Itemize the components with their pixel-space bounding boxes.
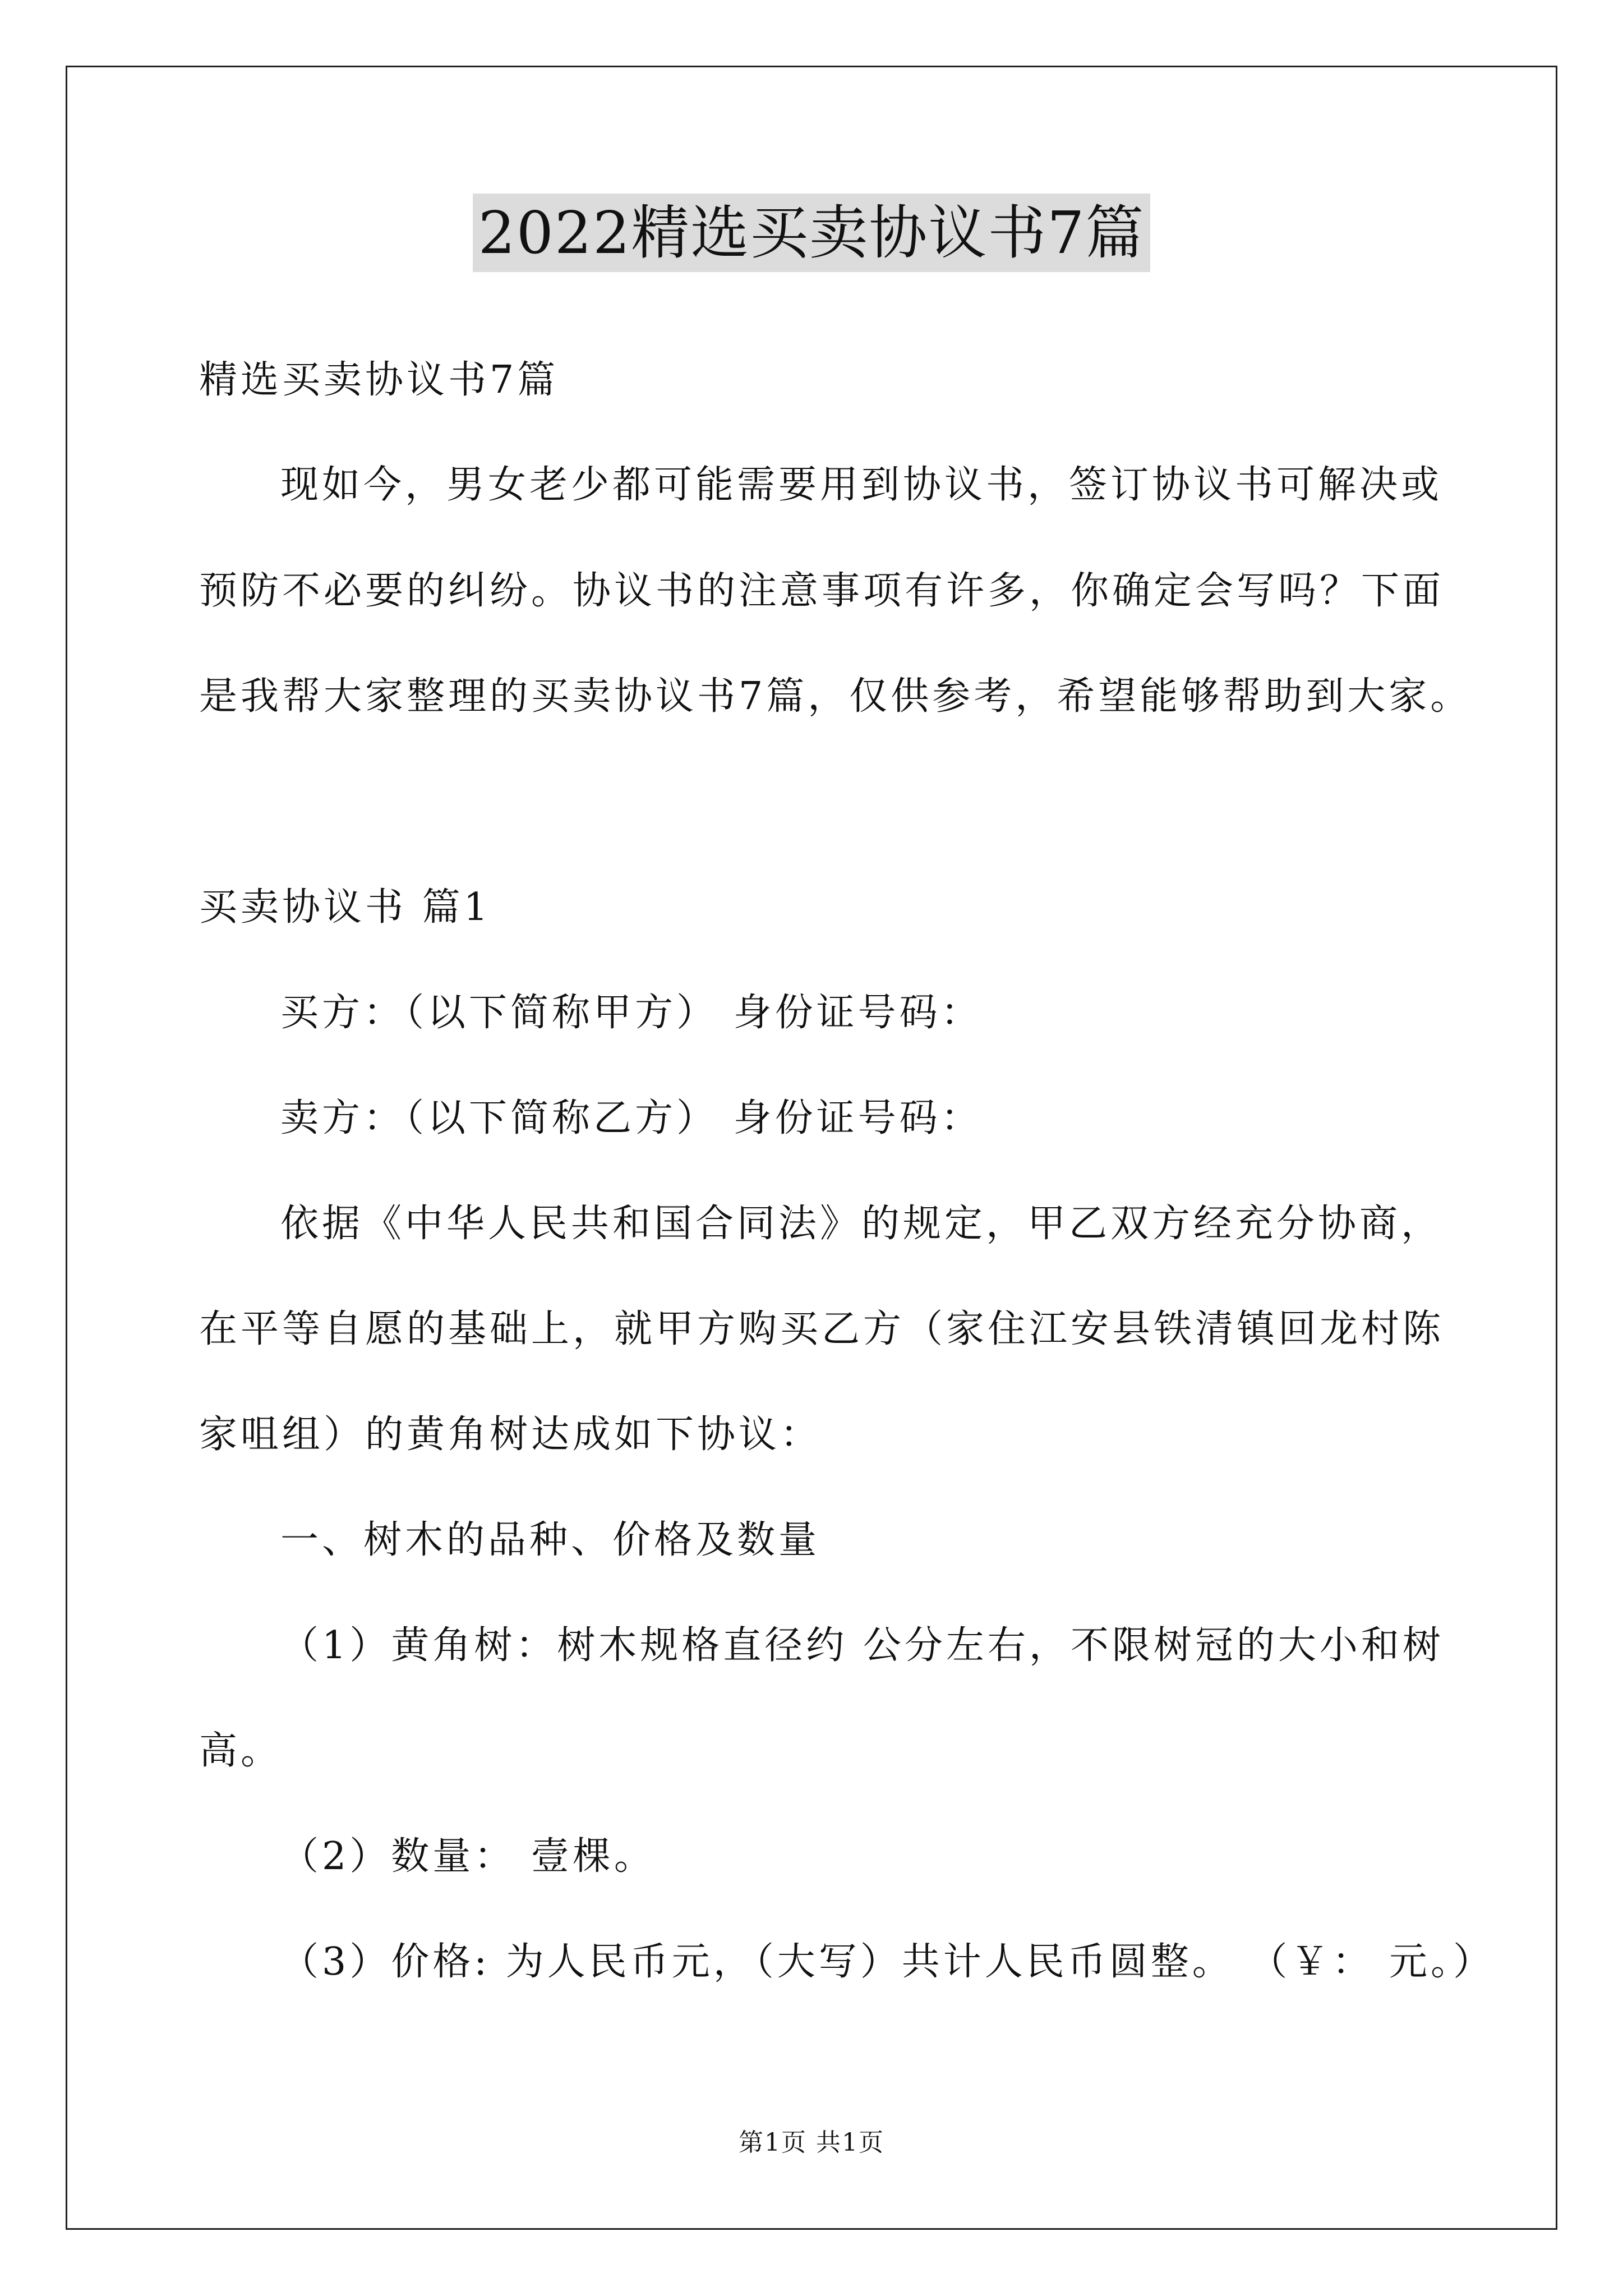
paragraph-line: （3）价格: 为人民币元，（大写）共计人民币圆整。 （￥： 元。）	[280, 1940, 1495, 1984]
paragraph-line: 买方：（以下简称甲方） 身份证号码：	[280, 991, 983, 1035]
paragraph-line: 是我帮大家整理的买卖协议书7篇，仅供参考，希望能够帮助到大家。	[199, 674, 1472, 719]
paragraph-line: 卖方：（以下简称乙方） 身份证号码：	[280, 1096, 983, 1140]
paragraph-line: （2）数量： 壹棵。	[280, 1834, 656, 1879]
paragraph-line: 家咀组）的黄角树达成如下协议：	[199, 1412, 822, 1457]
paragraph-line: 依据《中华人民共和国合同法》的规定，甲乙双方经充分协商，	[280, 1202, 1443, 1246]
section-heading: 买卖协议书 篇1	[199, 885, 491, 930]
title-container	[0, 194, 1623, 272]
paragraph-line: 现如今，男女老少都可能需要用到协议书，签订协议书可解决或	[280, 463, 1443, 507]
paragraph-line: （1）黄角树：树木规格直径约 公分左右，不限树冠的大小和树	[280, 1623, 1444, 1668]
subtitle-line: 精选买卖协议书7篇	[199, 358, 559, 402]
paragraph-line: 高。	[199, 1729, 283, 1773]
page-footer: 第1页 共1页	[739, 2128, 884, 2157]
document-title: 2022精选买卖协议书7篇	[473, 194, 1151, 272]
paragraph-line: 一、树木的品种、价格及数量	[280, 1518, 820, 1562]
paragraph-line: 预防不必要的纠纷。协议书的注意事项有许多，你确定会写吗？下面	[199, 569, 1445, 613]
paragraph-line: 在平等自愿的基础上，就甲方购买乙方（家住江安县铁清镇回龙村陈	[199, 1307, 1445, 1351]
